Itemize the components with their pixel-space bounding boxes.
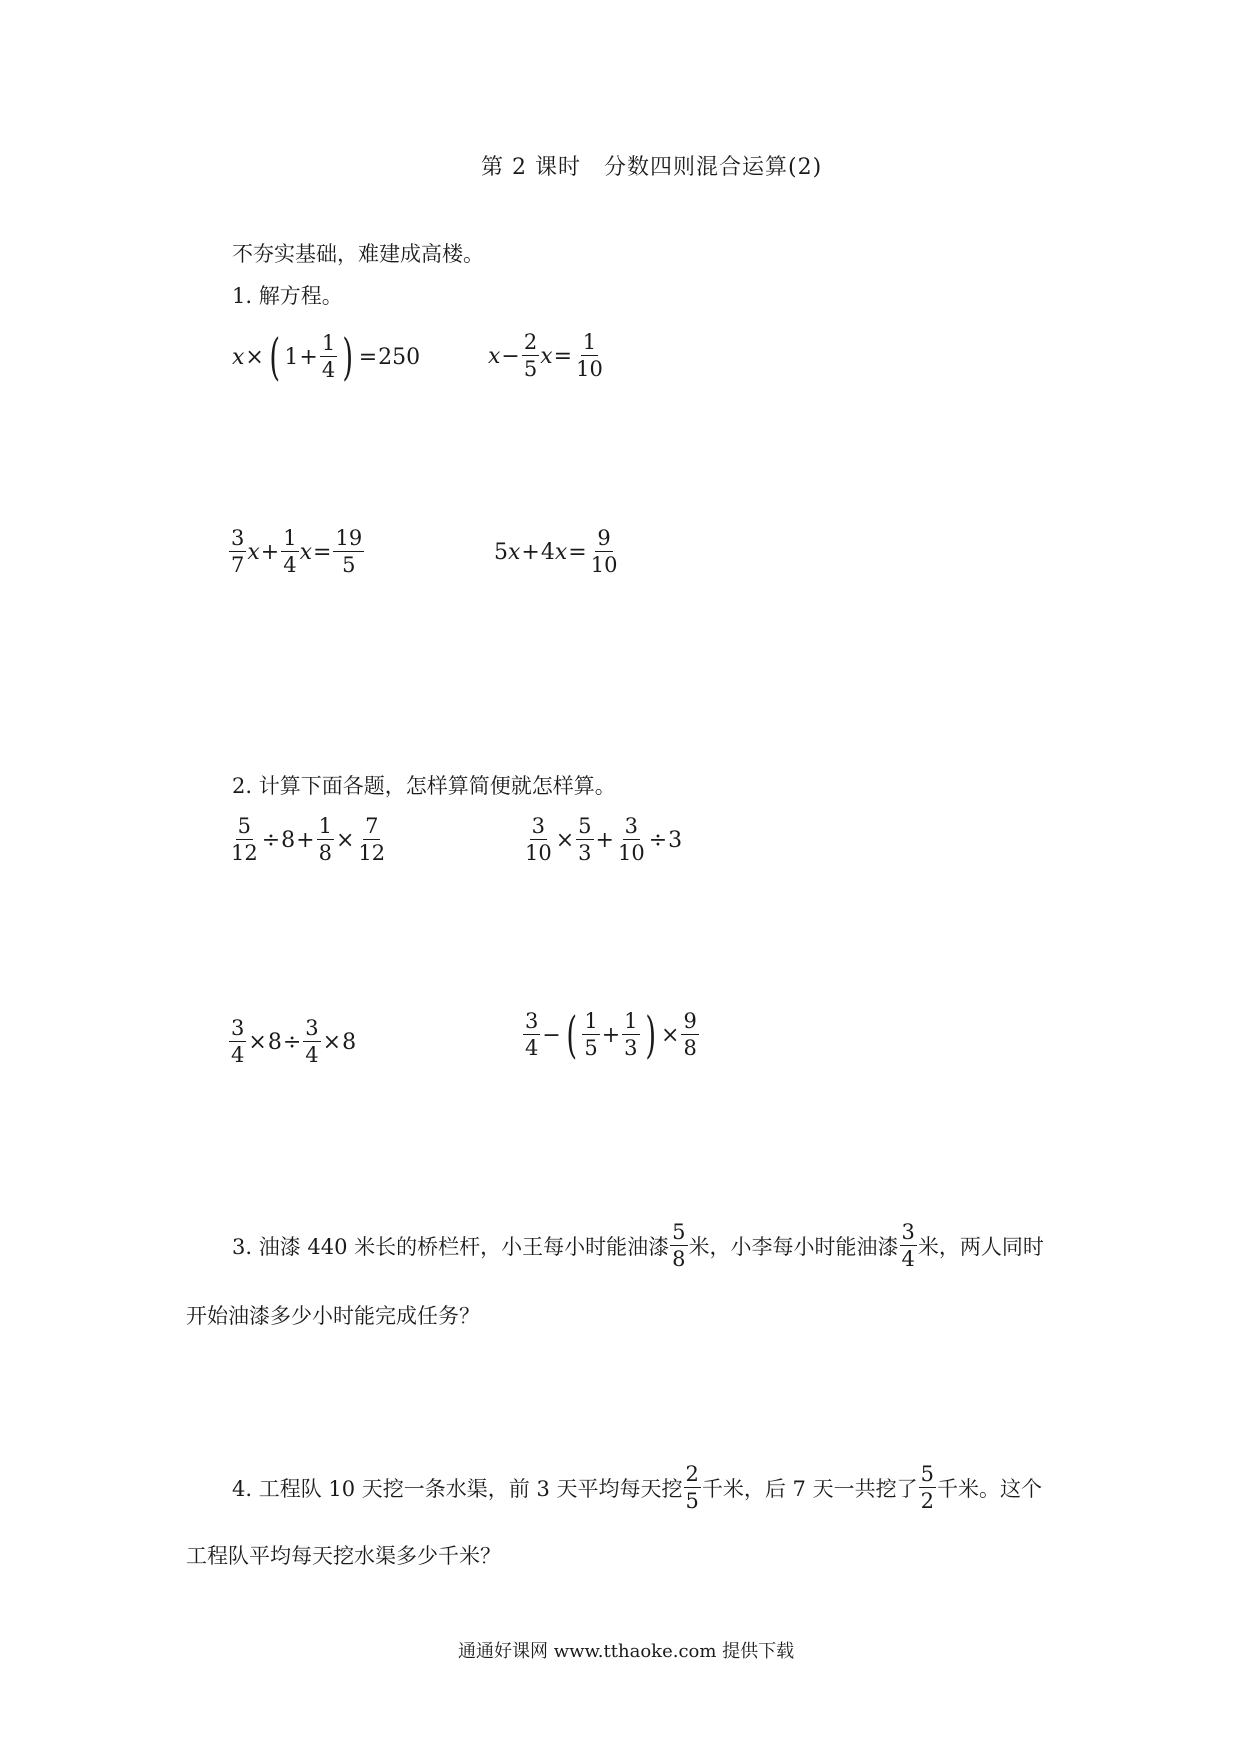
q3-text: 米，两人同时: [917, 1235, 1044, 1259]
operator: ×: [248, 1029, 267, 1055]
denominator: 5: [584, 1036, 598, 1060]
fraction: [522, 332, 539, 380]
right-paren: ): [644, 1006, 656, 1064]
denominator: 3: [578, 841, 592, 865]
fraction: [356, 816, 387, 864]
number: 8: [267, 1029, 282, 1055]
numerator: 3: [624, 814, 639, 838]
numerator: 3: [901, 1220, 915, 1244]
numerator: 3: [531, 814, 546, 838]
number: 250: [378, 344, 421, 370]
operator: +: [521, 539, 540, 565]
fraction: [229, 528, 246, 576]
fraction: [281, 528, 298, 576]
denominator: 4: [901, 1247, 915, 1271]
q1-equation-3: [228, 528, 365, 576]
q1-equation-4: [494, 528, 620, 576]
operator: +: [296, 827, 315, 853]
q2-expression-2: [522, 816, 682, 864]
number: 3: [668, 827, 683, 853]
operator: −: [542, 1022, 561, 1048]
denominator: 5: [342, 553, 356, 577]
operator: =: [358, 344, 378, 370]
page-title: 第 2 课时 分数四则混合运算(2): [481, 155, 823, 180]
fraction: [670, 1222, 687, 1270]
variable-x: x: [232, 344, 245, 370]
fraction: [523, 816, 554, 864]
operator: ×: [245, 344, 264, 370]
variable-x: x: [488, 343, 501, 369]
q4-text: 千米，后 7 天一共挖了: [701, 1477, 918, 1501]
numerator: 9: [597, 526, 611, 550]
fraction: [303, 1018, 320, 1066]
denominator: 5: [685, 1489, 699, 1513]
denominator: 10: [525, 841, 552, 865]
variable-x: x: [508, 539, 521, 565]
numerator: 1: [624, 1009, 638, 1033]
operator: =: [568, 539, 587, 565]
operator: ÷: [282, 1029, 302, 1055]
denominator: 10: [590, 553, 618, 577]
variable-x: x: [554, 539, 568, 565]
fraction: [333, 528, 364, 576]
motto: 不夯实基础，难建成高楼。: [232, 242, 484, 266]
numerator: 3: [305, 1016, 319, 1040]
number: 8: [342, 1029, 357, 1055]
denominator: 2: [920, 1489, 934, 1513]
denominator: 10: [576, 357, 603, 381]
denominator: 7: [231, 553, 245, 577]
variable-x: x: [299, 539, 313, 565]
numerator: 3: [231, 1016, 245, 1040]
fraction: [616, 816, 647, 864]
numerator: 1: [321, 331, 336, 355]
operator: =: [553, 343, 573, 369]
q3-text: 米，小李每小时能油漆: [688, 1235, 899, 1259]
q1-equation-2: [488, 332, 606, 380]
numerator: 3: [231, 526, 245, 550]
fraction: [523, 1011, 540, 1059]
q4-line-1: [232, 1464, 1042, 1512]
denominator: 12: [358, 841, 386, 865]
variable-x: x: [247, 539, 260, 565]
fraction: [684, 1464, 701, 1512]
numerator: 7: [365, 814, 379, 838]
operator: +: [595, 827, 614, 853]
number: 8: [281, 827, 296, 853]
operator: =: [313, 539, 332, 565]
fraction: [900, 1222, 917, 1270]
denominator: 4: [283, 553, 297, 577]
fraction: [622, 1011, 639, 1059]
numerator: 5: [672, 1220, 686, 1244]
q3-line-2: 开始油漆多少小时能完成任务？: [186, 1304, 480, 1328]
denominator: 4: [305, 1043, 319, 1067]
number: 1: [284, 344, 299, 370]
operator: ×: [322, 1029, 342, 1055]
denominator: 4: [231, 1043, 245, 1067]
denominator: 10: [617, 841, 645, 865]
denominator: 12: [231, 841, 258, 865]
numerator: 1: [584, 1009, 598, 1033]
q2-expression-4: [522, 1006, 700, 1064]
denominator: 4: [525, 1036, 539, 1060]
numerator: 1: [318, 814, 332, 838]
variable-x: x: [540, 343, 553, 369]
operator: ×: [661, 1022, 680, 1048]
denominator: 5: [523, 357, 538, 381]
footer-source: 通通好课网 www.tthaoke.com 提供下载: [458, 1641, 795, 1662]
q4-text: 4. 工程队 10 天挖一条水渠，前 3 天平均每天挖: [232, 1477, 683, 1501]
operator: ÷: [261, 827, 281, 853]
numerator: 5: [920, 1462, 934, 1486]
number: 4: [540, 539, 555, 565]
q4-text: 千米。这个: [936, 1477, 1042, 1501]
numerator: 3: [525, 1009, 539, 1033]
denominator: 3: [624, 1036, 638, 1060]
left-paren: (: [269, 328, 280, 386]
fraction: [576, 816, 593, 864]
numerator: 5: [237, 814, 252, 838]
fraction: [229, 816, 260, 864]
fraction: [582, 1011, 599, 1059]
fraction: [320, 333, 337, 381]
q1-heading: 1. 解方程。: [232, 284, 343, 308]
operator: ×: [555, 827, 575, 853]
fraction: [589, 528, 620, 576]
operator: +: [601, 1022, 621, 1048]
denominator: 8: [683, 1036, 697, 1060]
q4-line-2: 工程队平均每天挖水渠多少千米？: [186, 1544, 501, 1568]
numerator: 2: [685, 1462, 699, 1486]
fraction: [317, 816, 334, 864]
numerator: 1: [582, 330, 597, 354]
q3-text: 3. 油漆 440 米长的桥栏杆，小王每小时能油漆: [232, 1235, 670, 1259]
q3-line-1: [232, 1222, 1044, 1270]
numerator: 9: [683, 1009, 697, 1033]
number: 5: [494, 539, 508, 565]
denominator: 8: [672, 1247, 686, 1271]
right-paren: ): [342, 328, 354, 386]
fraction: [919, 1464, 936, 1512]
denominator: 8: [318, 841, 332, 865]
numerator: 5: [578, 814, 592, 838]
operator: +: [260, 539, 280, 565]
numerator: 1: [283, 526, 297, 550]
q1-equation-1: [232, 328, 421, 386]
operator: +: [299, 344, 318, 370]
fraction: [229, 1018, 246, 1066]
operator: ÷: [648, 827, 668, 853]
q2-expression-1: [228, 816, 388, 864]
left-paren: (: [566, 1006, 577, 1064]
numerator: 2: [523, 330, 538, 354]
operator: −: [501, 343, 520, 369]
fraction: [681, 1011, 698, 1059]
fraction: [574, 332, 605, 380]
operator: ×: [335, 827, 355, 853]
q2-heading: 2. 计算下面各题，怎样算简便就怎样算。: [232, 774, 616, 798]
numerator: 19: [335, 526, 363, 550]
denominator: 4: [321, 358, 336, 382]
q2-expression-3: [228, 1018, 356, 1066]
